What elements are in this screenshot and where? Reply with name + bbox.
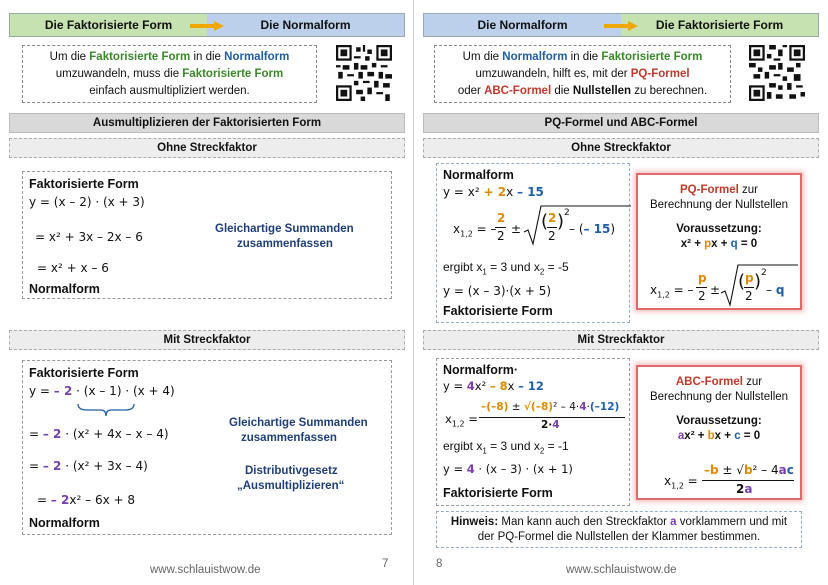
pq-formula-box xyxy=(636,173,802,310)
result-r1: ergibt $x_1 = 3$ und $x_2 = -5$ xyxy=(443,260,569,277)
factored-r1: y = (x – 3)·(x + 5) xyxy=(443,284,552,298)
example-box-abc xyxy=(436,358,630,506)
pq-calculation-r1: $x_{1,2}$ = – 2 2 ± ( 2 2 ) 2 – (– 15) xyxy=(453,202,631,250)
pq-title: PQ-Formel zur xyxy=(680,184,758,196)
heading-normalform: Normalform xyxy=(29,282,100,296)
header-bar-right xyxy=(423,13,819,37)
note-summanden-1: Gleichartige Summanden xyxy=(215,223,354,235)
subsection-title-ohne-left: Ohne Streckfaktor xyxy=(9,138,405,158)
brace-icon xyxy=(77,403,135,417)
subsection-title-mit-left: Mit Streckfaktor xyxy=(9,330,405,350)
equation-line-3b: = – 2 · (x² + 3x – 4) xyxy=(29,459,148,473)
equation-line-2b: = – 2 · (x² + 4x – x – 4) xyxy=(29,427,169,441)
example-box-ohne-streckfaktor xyxy=(22,171,392,299)
heading-faktorisierte-r1: Faktorisierte Form xyxy=(443,304,553,318)
footer-url-right[interactable]: www.schlauistwow.de xyxy=(566,564,677,576)
note-distributiv: Distributivgesetz xyxy=(245,465,338,477)
abc-title: ABC-Formel zur xyxy=(675,376,763,388)
pq-formula: $x_{1,2}$ = – p 2 ± ( p 2 ) 2 – q xyxy=(650,261,800,307)
example-box-pq xyxy=(436,163,630,323)
abc-calculation-r2: $x_{1,2}$ = –(–8) ± √(–8)² – 4·4·(–12) 2·4 xyxy=(443,397,629,437)
abc-prereq-label: Voraussetzung: xyxy=(676,415,762,427)
subsection-title-mit-right: Mit Streckfaktor xyxy=(423,330,819,350)
header-to: Die Normalform xyxy=(207,14,404,36)
qr-code-icon[interactable] xyxy=(749,45,805,101)
page-right xyxy=(414,0,828,585)
hint-box xyxy=(436,511,802,548)
qr-code-icon[interactable] xyxy=(336,45,392,101)
abc-formula: $x_{1,2}$ = –b ± √b² – 4ac 2a xyxy=(664,463,794,496)
heading-faktorisierte-form: Faktorisierte Form xyxy=(29,177,139,191)
abc-formula-box xyxy=(636,365,802,500)
section-title-left: Ausmultiplizieren der Faktorisierten Form xyxy=(9,113,405,133)
arrow-right-icon xyxy=(604,21,638,31)
footer-url-left[interactable]: www.schlauistwow.de xyxy=(150,564,261,576)
normalform-equation-r2: y = 4x² – 8x – 12 xyxy=(443,379,544,393)
header-bar-left xyxy=(9,13,405,37)
note-ausmultiplizieren: „Ausmultiplizieren“ xyxy=(237,480,345,492)
header-from: Die Faktorisierte Form xyxy=(10,14,207,36)
header-from: Die Normalform xyxy=(424,14,621,36)
intro-text-left: Um die Faktorisierte Form in die Normalform umzuwandeln, muss die Faktorisierte Form einfach ausmultipliziert werden. xyxy=(22,45,317,103)
heading-normalform-2: Normalform xyxy=(29,516,100,530)
note-summanden-3: Gleichartige Summanden xyxy=(229,417,368,429)
equation-line-3: = x² + x – 6 xyxy=(37,261,109,275)
arrow-right-icon xyxy=(190,21,224,31)
abc-prereq-eq: ax² + bx + c = 0 xyxy=(677,430,761,442)
subsection-title-ohne-right: Ohne Streckfaktor xyxy=(423,138,819,158)
example-box-mit-streckfaktor xyxy=(22,360,392,535)
equation-line-1: y = (x – 2) · (x + 3) xyxy=(29,195,145,209)
note-summanden-4: zusammenfassen xyxy=(241,432,337,444)
hint-line-2: der PQ-Formel die Nullstellen der Klammer bestimmen. xyxy=(477,531,761,543)
result-r2: ergibt $x_1 = 3$ und $x_2 = -1$ xyxy=(443,439,569,456)
pq-prereq-label: Voraussetzung: xyxy=(676,223,762,235)
heading-normalform-r1: Normalform xyxy=(443,168,514,182)
equation-line-4b: = – 2x² – 6x + 8 xyxy=(37,493,136,507)
pq-subtitle: Berechnung der Nullstellen xyxy=(649,199,789,211)
hint-line-1: Hinweis: Man kann auch den Streckfaktor a vorklammern und mit xyxy=(450,516,788,528)
heading-faktorisierte-form-2: Faktorisierte Form xyxy=(29,366,139,380)
heading-normalform-r2: Normalform· xyxy=(443,363,519,377)
abc-subtitle: Berechnung der Nullstellen xyxy=(649,391,789,403)
note-summanden-2: zusammenfassen xyxy=(237,238,333,250)
section-title-right: PQ-Formel und ABC-Formel xyxy=(423,113,819,133)
normalform-equation-r1: y = x² + 2x – 15 xyxy=(443,185,544,199)
header-to: Die Faktorisierte Form xyxy=(621,14,818,36)
equation-line-1b: y = – 2 · (x – 1) · (x + 4) xyxy=(29,384,175,398)
page-number-right: 8 xyxy=(436,558,443,570)
intro-text-right: Um die Normalform in die Faktorisierte Form umzuwandeln, hilft es, mit der PQ-Formel oder ABC-Formel die Nullstellen zu berechnen. xyxy=(434,45,731,103)
heading-faktorisierte-r2: Faktorisierte Form xyxy=(443,486,553,500)
equation-line-2: = x² + 3x – 2x – 6 xyxy=(35,230,143,244)
factored-r2: y = 4 · (x – 3) · (x + 1) xyxy=(443,462,573,476)
page-number-left: 7 xyxy=(382,558,389,570)
pq-prereq-eq: x² + px + q = 0 xyxy=(680,238,758,250)
